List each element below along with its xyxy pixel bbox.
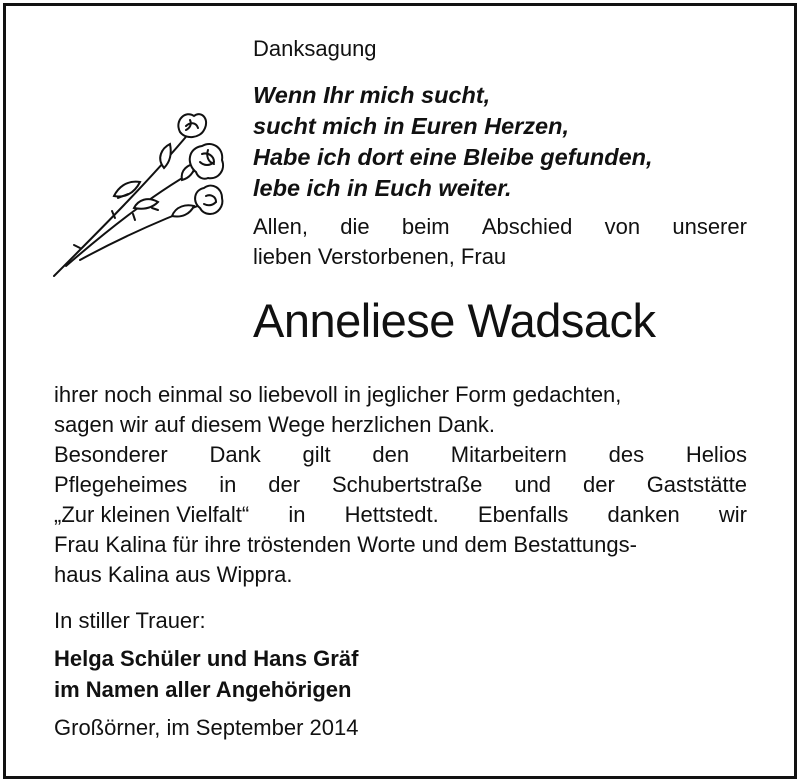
word: gilt — [302, 442, 331, 467]
signature-line: Helga Schüler und Hans Gräf — [54, 646, 359, 671]
word: Hettstedt. — [344, 502, 439, 527]
body-line: sagen wir auf diesem Wege herzlichen Dank. — [54, 412, 496, 437]
word: „Zur kleinen Vielfalt“ — [54, 502, 250, 527]
body-line: ihrer noch einmal so liebevoll in jeglicher Form gedachten, — [54, 382, 622, 407]
poem-line: Wenn Ihr mich sucht, — [253, 82, 491, 108]
word: Ebenfalls — [477, 502, 569, 527]
poem-line: Habe ich dort eine Bleibe gefunden, — [253, 144, 653, 170]
body-line — [54, 500, 747, 530]
word: beim — [401, 214, 450, 239]
word: und — [514, 472, 552, 497]
signature — [54, 643, 358, 705]
word: Pflegeheimes — [54, 472, 188, 497]
poem — [253, 80, 653, 204]
mourning-label: In stiller Trauer: — [54, 608, 206, 633]
deceased-name: Anneliese Wadsack — [253, 294, 656, 347]
word: Besonderer — [54, 442, 168, 467]
roses-illustration-icon — [40, 110, 240, 285]
intro-line-1 — [253, 212, 747, 242]
signature-line: im Namen aller Angehörigen — [54, 677, 352, 702]
word: Abschied — [481, 214, 573, 239]
body-text — [54, 380, 747, 590]
word: von — [604, 214, 641, 239]
word: danken — [607, 502, 680, 527]
word: Helios — [685, 442, 747, 467]
intro-line-2: lieben Verstorbenen, Frau — [253, 244, 507, 269]
word: wir — [718, 502, 747, 527]
word: Gaststätte — [646, 472, 747, 497]
word: in — [288, 502, 306, 527]
intro-text — [253, 212, 747, 272]
word: Allen, — [253, 214, 309, 239]
body-line: haus Kalina aus Wippra. — [54, 562, 293, 587]
word: Mitarbeitern — [450, 442, 567, 467]
word: die — [340, 214, 370, 239]
word: der — [582, 472, 615, 497]
word: unserer — [672, 214, 747, 239]
body-line — [54, 440, 747, 470]
place-date: Großörner, im September 2014 — [54, 715, 359, 740]
word: des — [608, 442, 645, 467]
body-line — [54, 470, 747, 500]
poem-line: sucht mich in Euren Herzen, — [253, 113, 570, 139]
word: in — [219, 472, 237, 497]
word: Dank — [209, 442, 261, 467]
notice-heading: Danksagung — [253, 36, 377, 61]
word: Schubertstraße — [332, 472, 483, 497]
word: den — [372, 442, 410, 467]
poem-line: lebe ich in Euch weiter. — [253, 175, 512, 201]
body-line: Frau Kalina für ihre tröstenden Worte und dem Bestattungs- — [54, 532, 637, 557]
word: der — [268, 472, 301, 497]
